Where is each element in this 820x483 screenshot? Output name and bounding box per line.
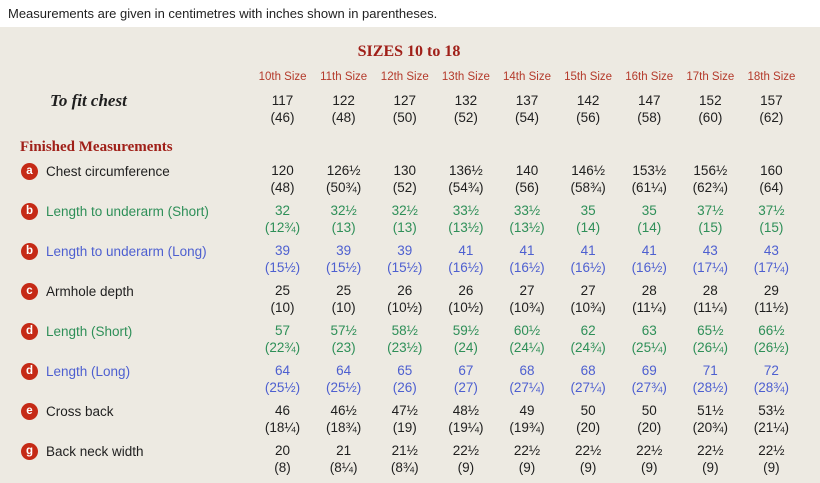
- value-cell: [374, 402, 435, 436]
- value-cell: [558, 242, 619, 276]
- inches-value: (22¾): [264, 340, 301, 355]
- inches-value: (9): [579, 460, 597, 475]
- cm-value: 136½: [448, 163, 483, 178]
- cm-value: 29: [763, 283, 779, 298]
- cm-value: 22½: [758, 443, 785, 458]
- cm-value: 22½: [636, 443, 663, 458]
- measurement-badge-e: e: [21, 403, 38, 420]
- cm-value: 43: [763, 243, 779, 258]
- cm-value: 57½: [330, 323, 357, 338]
- inches-value: (11½): [754, 300, 789, 315]
- value-cell: [558, 282, 619, 316]
- cm-value: 21½: [391, 443, 418, 458]
- cm-value: 41: [458, 243, 474, 258]
- measurement-row-label: [16, 442, 252, 460]
- inches-value: (20¾): [692, 420, 728, 435]
- cm-value: 28: [702, 283, 718, 298]
- measurement-badge-g: g: [21, 443, 38, 460]
- cm-value: 26: [458, 283, 474, 298]
- inches-value: (56): [576, 110, 601, 125]
- cm-value: 20: [275, 443, 291, 458]
- cm-value: 62: [580, 323, 596, 338]
- inches-value: (9): [640, 460, 658, 475]
- cm-value: 32½: [391, 203, 418, 218]
- cm-value: 126½: [326, 163, 361, 178]
- cm-value: 22½: [697, 443, 724, 458]
- inches-value: (24¾): [570, 340, 606, 355]
- inches-value: (62¾): [692, 180, 728, 195]
- cm-value: 152: [699, 93, 722, 108]
- size-column-header: 11th Size: [320, 71, 368, 83]
- inches-value: (19¾): [509, 420, 545, 435]
- cm-value: 46½: [330, 403, 357, 418]
- value-cell: [741, 322, 802, 356]
- cm-value: 137: [515, 93, 539, 108]
- value-cell: [252, 362, 313, 396]
- inches-value: (10½): [387, 300, 423, 315]
- measurement-row-label: [16, 282, 252, 300]
- value-cell: [435, 322, 496, 356]
- value-cell: [496, 282, 557, 316]
- cm-value: 25: [275, 283, 291, 298]
- inches-value: (19): [392, 420, 417, 435]
- cm-value: 64: [275, 363, 291, 378]
- cm-value: 58½: [391, 323, 418, 338]
- size-column-header: 10th Size: [258, 71, 307, 83]
- cm-value: 146½: [571, 163, 605, 178]
- note-bar: [0, 0, 820, 27]
- value-cell: [496, 162, 557, 196]
- value-cell: [374, 242, 435, 276]
- value-cell: [680, 402, 741, 436]
- inches-value: (62): [759, 110, 784, 125]
- inches-value: (15½): [387, 260, 423, 275]
- cm-value: 26: [397, 283, 413, 298]
- inches-value: (28¾): [753, 380, 790, 395]
- value-cell: [374, 162, 435, 196]
- inches-value: (21¼): [753, 420, 790, 435]
- measurement-badge-b: b: [21, 203, 38, 220]
- inches-value: (18¾): [326, 420, 362, 435]
- value-cell: [374, 322, 435, 356]
- cm-value: 65½: [697, 323, 724, 338]
- value-cell: [741, 92, 802, 126]
- row-label: Length to underarm (Short): [46, 203, 209, 219]
- measurement-row-label: [16, 162, 252, 180]
- value-cell: [252, 162, 313, 196]
- cm-value: 33½: [452, 203, 480, 218]
- cm-value: 117: [271, 93, 294, 108]
- size-column-header: 18th Size: [747, 71, 796, 83]
- cm-value: 35: [580, 203, 596, 218]
- value-cell: [313, 402, 374, 436]
- cm-value: 120: [271, 163, 294, 178]
- value-cell: [558, 362, 619, 396]
- inches-value: (60): [698, 110, 723, 125]
- inches-value: (17¼): [753, 260, 790, 275]
- inches-value: (9): [702, 460, 719, 475]
- size-column-header: 14th Size: [503, 71, 551, 83]
- measurement-badge-d: d: [21, 323, 38, 340]
- value-cell: [496, 242, 557, 276]
- inches-value: (11¼): [693, 300, 728, 315]
- value-cell: [680, 92, 741, 126]
- value-cell: [619, 202, 680, 236]
- value-cell: [435, 282, 496, 316]
- cm-value: 22½: [452, 443, 480, 458]
- cm-value: 160: [760, 163, 783, 178]
- value-cell: [558, 92, 619, 126]
- measurement-row-label: [16, 402, 252, 420]
- measurement-row-label: [16, 362, 252, 380]
- inches-value: (20): [637, 420, 662, 435]
- inches-value: (14): [637, 220, 662, 235]
- inches-value: (10): [331, 300, 356, 315]
- inches-value: (27¼): [509, 380, 545, 395]
- measurement-badge-c: c: [21, 283, 38, 300]
- inches-value: (8¾): [390, 460, 419, 475]
- cm-value: 132: [454, 93, 478, 108]
- value-cell: [619, 322, 680, 356]
- inches-value: (16½): [570, 260, 606, 275]
- cm-value: 21: [336, 443, 352, 458]
- inches-value: (11¼): [632, 300, 667, 315]
- row-label: Length to underarm (Long): [46, 243, 207, 259]
- value-cell: [496, 362, 557, 396]
- cm-value: 140: [515, 163, 539, 178]
- value-cell: [435, 242, 496, 276]
- inches-value: (58): [637, 110, 662, 125]
- cm-value: 147: [637, 93, 661, 108]
- inches-value: (16½): [509, 260, 545, 275]
- value-cell: [680, 242, 741, 276]
- cm-value: 22½: [513, 443, 541, 458]
- inches-value: (25¼): [631, 340, 667, 355]
- inches-value: (58¾): [570, 180, 606, 195]
- value-cell: [741, 282, 802, 316]
- cm-value: 50: [641, 403, 657, 418]
- value-cell: [252, 92, 313, 126]
- inches-value: (48): [331, 110, 356, 125]
- inches-value: (19¼): [448, 420, 484, 435]
- cm-value: 33½: [513, 203, 541, 218]
- cm-value: 43: [702, 243, 718, 258]
- value-cell: [558, 162, 619, 196]
- cm-value: 47½: [391, 403, 418, 418]
- value-cell: [374, 362, 435, 396]
- cm-value: 39: [336, 243, 352, 258]
- value-cell: [680, 322, 741, 356]
- column-header-spacer: [16, 65, 252, 92]
- inches-value: (10): [270, 300, 295, 315]
- inches-value: (13): [392, 220, 417, 235]
- inches-value: (10½): [448, 300, 484, 315]
- cm-value: 57: [275, 323, 291, 338]
- cm-value: 65: [397, 363, 413, 378]
- cm-value: 49: [519, 403, 535, 418]
- cm-value: 27: [580, 283, 596, 298]
- sizes-title: SIZES 10 to 18: [357, 43, 461, 60]
- value-cell: [313, 202, 374, 236]
- inches-value: (28½): [692, 380, 728, 395]
- value-cell: [374, 92, 435, 126]
- inches-value: (14): [576, 220, 601, 235]
- cm-value: 64: [336, 363, 352, 378]
- cm-value: 72: [763, 363, 779, 378]
- inches-value: (15): [698, 220, 723, 235]
- value-cell: [313, 442, 374, 476]
- value-cell: [313, 282, 374, 316]
- value-cell: [313, 362, 374, 396]
- value-cell: [680, 362, 741, 396]
- inches-value: (56): [514, 180, 539, 195]
- inches-value: (12¾): [264, 220, 301, 235]
- row-label: Back neck width: [46, 443, 144, 459]
- inches-value: (50): [392, 110, 417, 125]
- value-cell: [558, 202, 619, 236]
- cm-value: 130: [393, 163, 417, 178]
- measurement-badge-a: a: [21, 163, 38, 180]
- inches-value: (27¾): [631, 380, 667, 395]
- finished-measurements-heading: Finished Measurements: [20, 139, 173, 155]
- inches-value: (15½): [264, 260, 301, 275]
- inches-value: (18¼): [264, 420, 301, 435]
- cm-value: 37½: [758, 203, 785, 218]
- inches-value: (46): [270, 110, 295, 125]
- inches-value: (25½): [326, 380, 362, 395]
- inches-value: (9): [457, 460, 475, 475]
- inches-value: (17¼): [692, 260, 728, 275]
- value-cell: [496, 322, 557, 356]
- inches-value: (13½): [448, 220, 484, 235]
- cm-value: 63: [641, 323, 657, 338]
- inches-value: (9): [763, 460, 780, 475]
- inches-value: (54¾): [448, 180, 484, 195]
- inches-value: (13): [331, 220, 356, 235]
- cm-value: 41: [580, 243, 596, 258]
- cm-value: 157: [760, 93, 783, 108]
- cm-value: 32: [275, 203, 291, 218]
- inches-value: (26½): [753, 340, 790, 355]
- cm-value: 122: [332, 93, 355, 108]
- value-cell: [741, 242, 802, 276]
- value-cell: [435, 442, 496, 476]
- measurement-badge-b: b: [21, 243, 38, 260]
- value-cell: [435, 402, 496, 436]
- value-cell: [374, 442, 435, 476]
- measurement-row-label: [16, 202, 252, 220]
- value-cell: [496, 202, 557, 236]
- cm-value: 60½: [513, 323, 541, 338]
- inches-value: (20): [576, 420, 601, 435]
- value-cell: [680, 282, 741, 316]
- value-cell: [619, 362, 680, 396]
- value-cell: [313, 92, 374, 126]
- inches-value: (15): [759, 220, 784, 235]
- value-cell: [680, 162, 741, 196]
- cm-value: 68: [519, 363, 535, 378]
- value-cell: [741, 162, 802, 196]
- value-cell: [435, 362, 496, 396]
- cm-value: 59½: [452, 323, 480, 338]
- value-cell: [252, 282, 313, 316]
- cm-value: 32½: [330, 203, 357, 218]
- inches-value: (8): [274, 460, 291, 475]
- cm-value: 22½: [574, 443, 602, 458]
- cm-value: 142: [576, 93, 600, 108]
- value-cell: [680, 442, 741, 476]
- inches-value: (48): [270, 180, 295, 195]
- inches-value: (8¼): [329, 460, 358, 475]
- value-cell: [619, 282, 680, 316]
- value-cell: [619, 442, 680, 476]
- row-label: Armhole depth: [46, 283, 134, 299]
- inches-value: (61¼): [631, 180, 667, 195]
- inches-value: (26¼): [692, 340, 728, 355]
- value-cell: [496, 92, 557, 126]
- cm-value: 53½: [758, 403, 785, 418]
- cm-value: 68: [580, 363, 596, 378]
- cm-value: 69: [641, 363, 657, 378]
- value-cell: [374, 202, 435, 236]
- cm-value: 28: [641, 283, 657, 298]
- value-cell: [496, 402, 557, 436]
- value-cell: [252, 442, 313, 476]
- value-cell: [558, 442, 619, 476]
- row-label: Chest circumference: [46, 163, 170, 179]
- cm-value: 27: [519, 283, 535, 298]
- inches-value: (15½): [326, 260, 362, 275]
- cm-value: 25: [336, 283, 352, 298]
- inches-value: (26): [392, 380, 417, 395]
- value-cell: [252, 202, 313, 236]
- measurement-note: Measurements are given in centimetres with inches shown in parentheses.: [8, 6, 438, 21]
- size-column-header: 15th Size: [564, 71, 613, 83]
- measurement-badge-d: d: [21, 363, 38, 380]
- to-fit-chest-label: To fit chest: [50, 91, 127, 110]
- inches-value: (52): [453, 110, 478, 125]
- cm-value: 39: [397, 243, 413, 258]
- size-column-header: 17th Size: [686, 71, 735, 83]
- value-cell: [558, 322, 619, 356]
- measurement-row-label: [16, 322, 252, 340]
- value-cell: [435, 92, 496, 126]
- value-cell: [619, 92, 680, 126]
- inches-value: (54): [514, 110, 539, 125]
- cm-value: 71: [702, 363, 718, 378]
- size-column-header: 13th Size: [441, 71, 490, 83]
- size-column-header: 12th Size: [380, 71, 429, 83]
- cm-value: 153½: [632, 163, 667, 178]
- inches-value: (16½): [448, 260, 484, 275]
- cm-value: 46: [275, 403, 291, 418]
- cm-value: 41: [519, 243, 535, 258]
- cm-value: 37½: [697, 203, 724, 218]
- inches-value: (27¼): [570, 380, 606, 395]
- value-cell: [741, 362, 802, 396]
- inches-value: (52): [392, 180, 417, 195]
- inches-value: (64): [759, 180, 784, 195]
- inches-value: (9): [518, 460, 536, 475]
- cm-value: 39: [275, 243, 291, 258]
- cm-value: 35: [641, 203, 657, 218]
- value-cell: [252, 322, 313, 356]
- value-cell: [558, 402, 619, 436]
- inches-value: (24¼): [509, 340, 545, 355]
- value-cell: [313, 322, 374, 356]
- inches-value: (27): [453, 380, 478, 395]
- value-cell: [435, 202, 496, 236]
- cm-value: 66½: [758, 323, 785, 338]
- cm-value: 67: [458, 363, 474, 378]
- cm-value: 41: [641, 243, 657, 258]
- inches-value: (23): [331, 340, 356, 355]
- inches-value: (13½): [509, 220, 545, 235]
- row-label: Cross back: [46, 403, 114, 419]
- value-cell: [741, 202, 802, 236]
- value-cell: [619, 162, 680, 196]
- cm-value: 50: [580, 403, 596, 418]
- inches-value: (25½): [264, 380, 301, 395]
- inches-value: (50¾): [326, 180, 362, 195]
- sizes-table-section: [0, 43, 820, 482]
- row-label: Length (Short): [46, 323, 133, 339]
- value-cell: [619, 402, 680, 436]
- inches-value: (24): [453, 340, 478, 355]
- size-column-header: 16th Size: [625, 71, 674, 83]
- value-cell: [252, 402, 313, 436]
- value-cell: [313, 242, 374, 276]
- sizes-table: [16, 65, 802, 482]
- value-cell: [619, 242, 680, 276]
- value-cell: [252, 242, 313, 276]
- inches-value: (10¾): [509, 300, 545, 315]
- value-cell: [741, 402, 802, 436]
- value-cell: [741, 442, 802, 476]
- value-cell: [374, 282, 435, 316]
- value-cell: [313, 162, 374, 196]
- value-cell: [496, 442, 557, 476]
- value-cell: [435, 162, 496, 196]
- row-label: Length (Long): [46, 363, 131, 379]
- inches-value: (16½): [631, 260, 667, 275]
- inches-value: (10¾): [570, 300, 606, 315]
- measurement-row-label: [16, 242, 252, 260]
- cm-value: 156½: [693, 163, 728, 178]
- cm-value: 51½: [697, 403, 724, 418]
- cm-value: 48½: [452, 403, 480, 418]
- inches-value: (23½): [387, 340, 423, 355]
- cm-value: 127: [393, 93, 417, 108]
- value-cell: [680, 202, 741, 236]
